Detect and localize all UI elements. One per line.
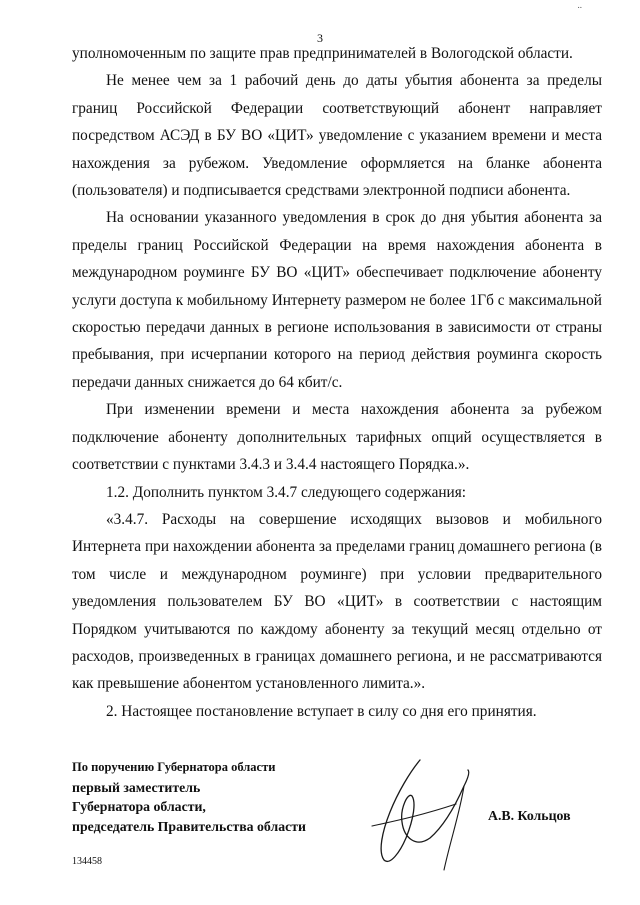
signature-block — [72, 758, 306, 836]
handwritten-signature — [360, 752, 490, 872]
paragraph-amendment-1-2: 1.2. Дополнить пунктом 3.4.7 следующего содержания: — [106, 483, 467, 501]
page-number: 3 — [317, 31, 323, 45]
paragraph-notification: Не менее чем за 1 рабочий день до даты убытия абонента за пределы границ Российской Федерации соответствующий абонент направляет посредством АСЭД в БУ ВО «ЦИТ» уведомление с указанием времени и места нахождения за рубежом. Уведомление оформляется на бланке абонента (пользователя) и подписывается средствами электронной подписи абонента. — [72, 72, 602, 200]
document-code: 134458 — [72, 856, 102, 867]
document-body — [72, 40, 602, 725]
corner-mark: .. — [577, 0, 582, 10]
signer-name: А.В. Кольцов — [488, 808, 571, 823]
signature-line-1: По поручению Губернатора области — [72, 760, 276, 774]
signature-line-4: председатель Правительства области — [72, 818, 306, 834]
paragraph-continuation: уполномоченным по защите прав предпринимателей в Вологодской области. — [72, 45, 573, 62]
signature-line-3: Губернатора области, — [72, 799, 206, 814]
paragraph-roaming-service: На основании указанного уведомления в срок до дня убытия абонента за пределы границ Российской Федерации на время нахождения абонента в международном роуминге БУ ВО «ЦИТ» обеспечивает подключение абоненту услуги доступа к мобильному Интернету размером не более 1Гб с максимальной скоростью передачи данных в регионе использования в зависимости от страны пребывания, при исчерпании которого на период действия роуминга скорость передачи данных снижается до 64 кбит/с. — [72, 209, 602, 391]
paragraph-entry-into-force: 2. Настоящее постановление вступает в силу со дня его принятия. — [106, 702, 537, 720]
paragraph-tariff-options: При изменении времени и места нахождения абонента за рубежом подключение абоненту дополнительных тарифных опций осуществляется в соответствии с пунктами 3.4.3 и 3.4.4 настоящего Порядка.». — [72, 401, 602, 474]
signature-line-2: первый заместитель — [72, 779, 201, 795]
paragraph-clause-3-4-7: «3.4.7. Расходы на совершение исходящих вызовов и мобильного Интернета при нахождении абонента за пределами границ домашнего региона (в том числе и международном роуминге) при условии предварительного уведомления пользователем БУ ВО «ЦИТ» в соответствии с настоящим Порядком учитываются по каждому абоненту за текущий месяц отдельно от расходов, произведенных в границах домашнего региона, и не рассматриваются как превышение абонентом установленного лимита.». — [72, 510, 602, 693]
